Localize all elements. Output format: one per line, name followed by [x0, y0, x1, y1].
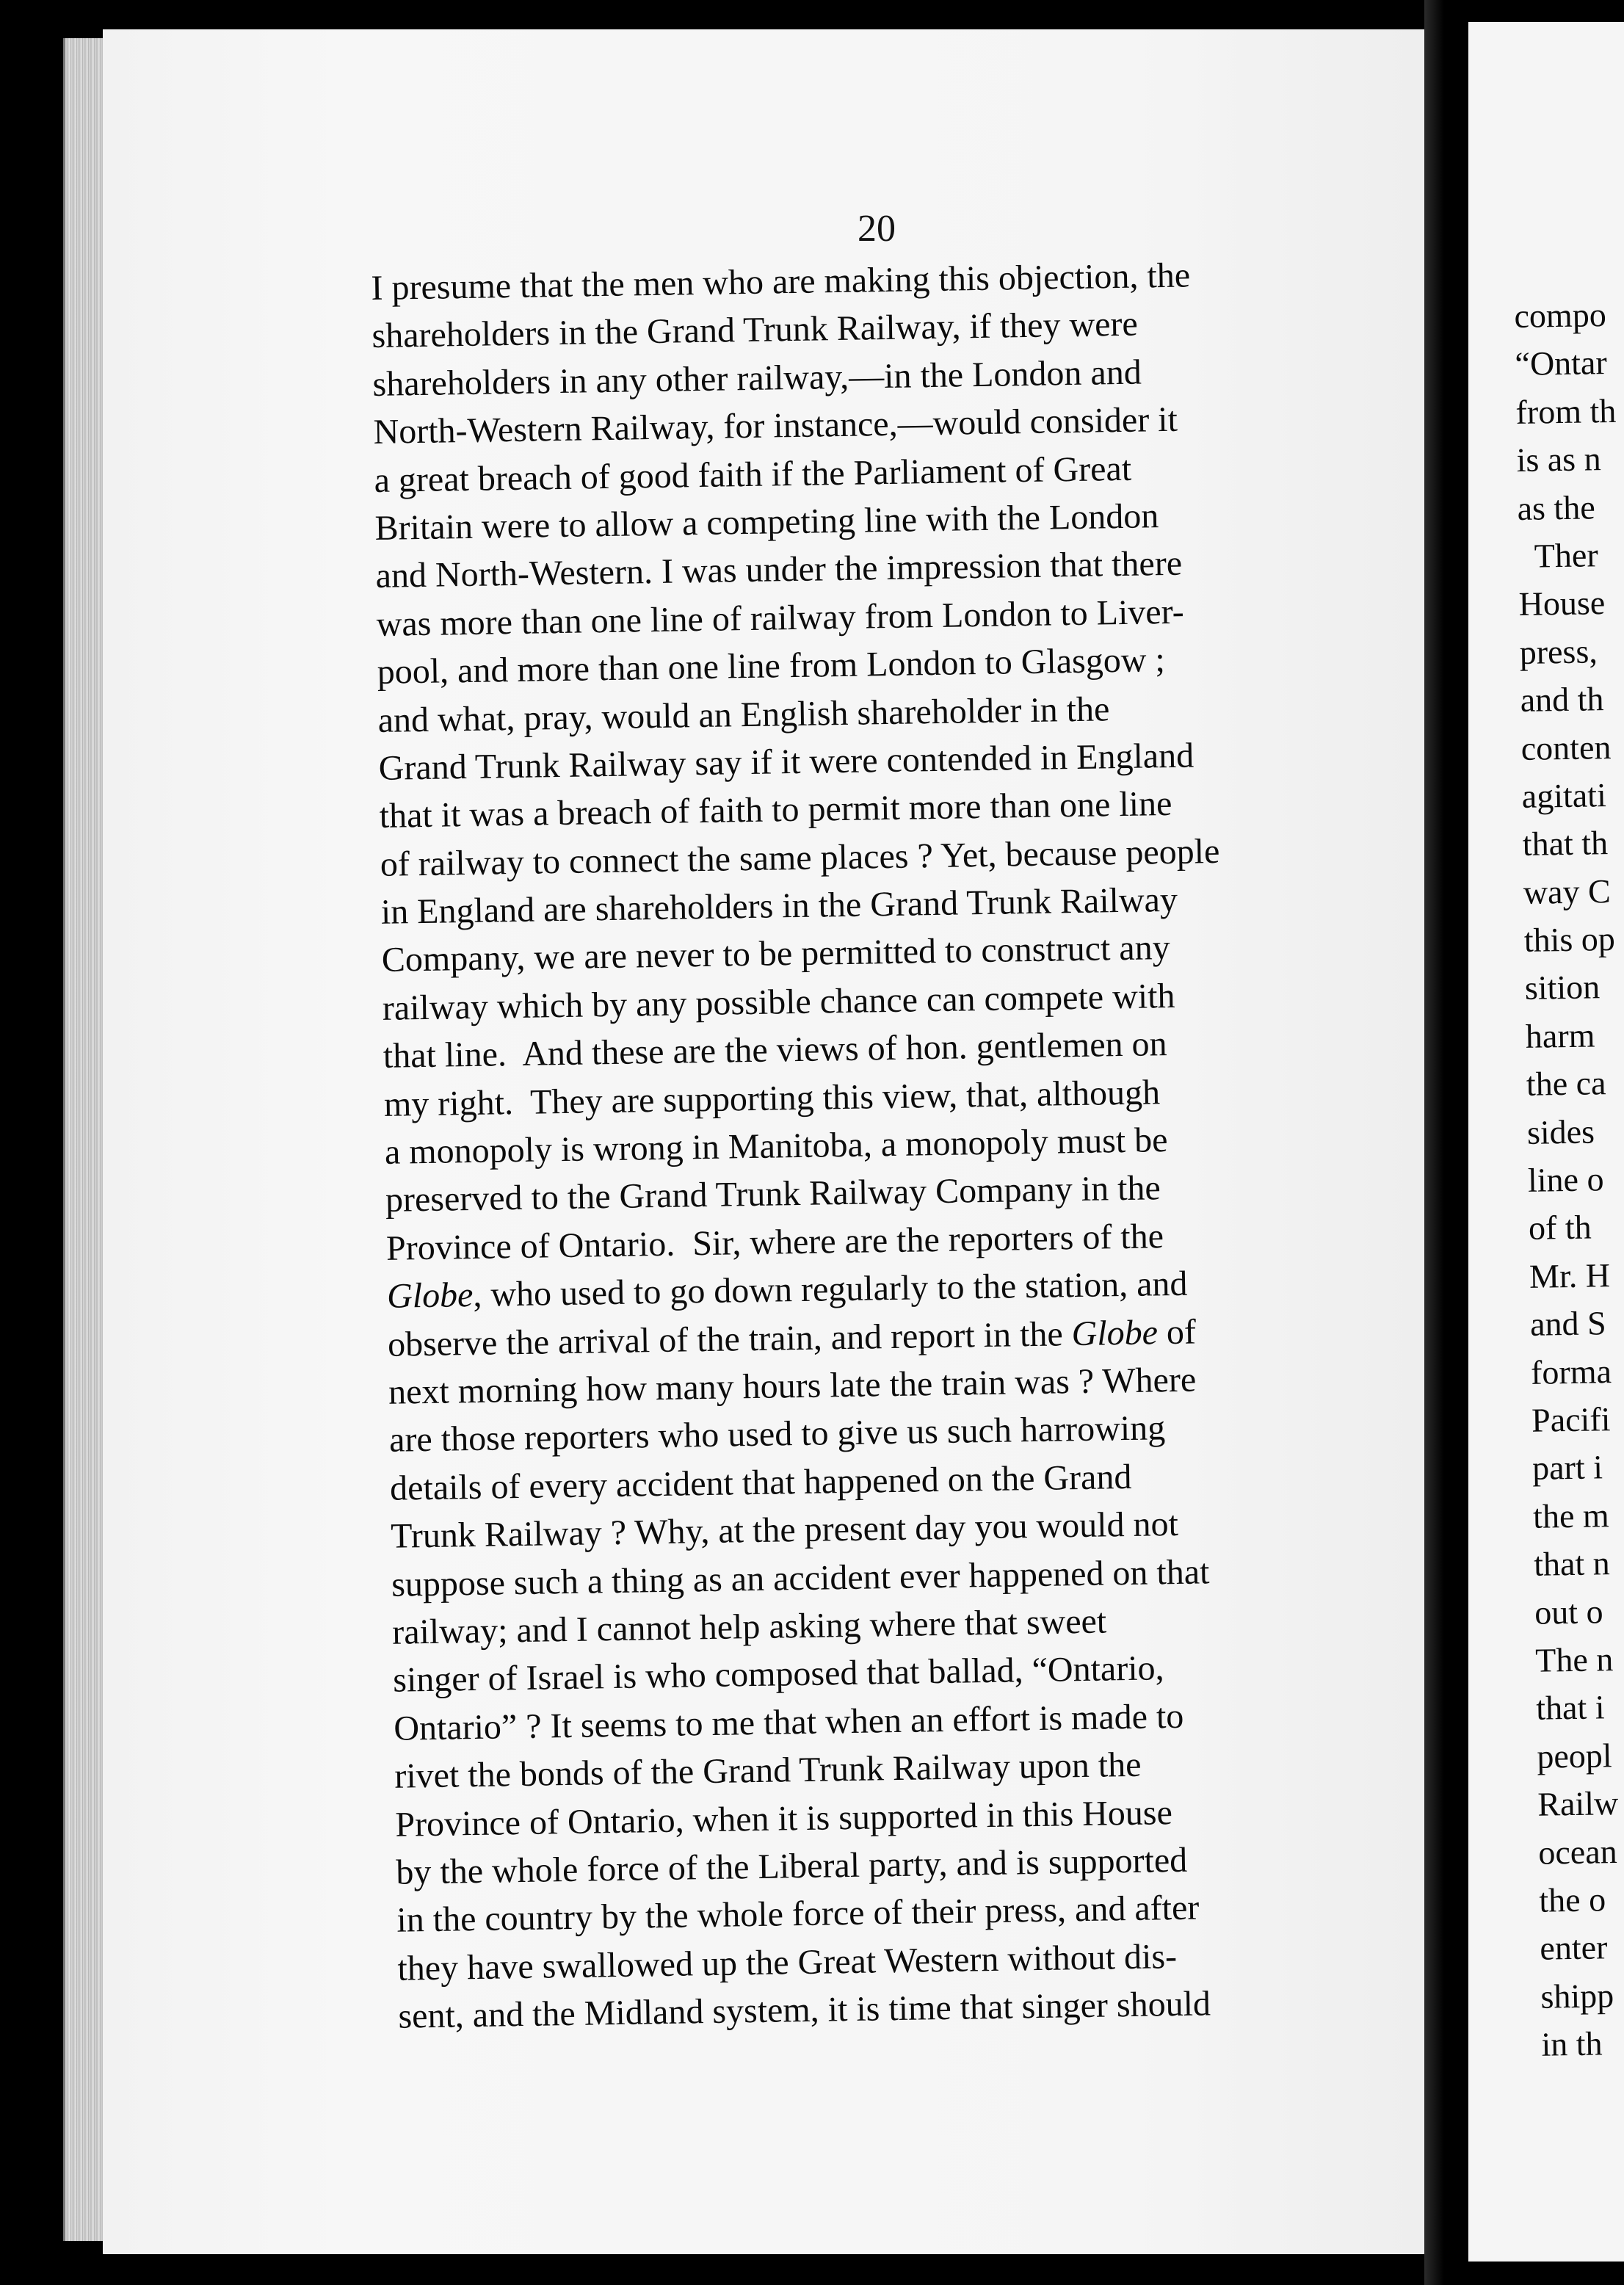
text-line: conten [1520, 728, 1612, 767]
text-line: as the [1517, 488, 1596, 527]
text-line: House [1518, 584, 1606, 623]
text-line: a monopoly is wrong in Manitoba, a monopoly must be [384, 1120, 1168, 1172]
text-line: Railw [1537, 1784, 1619, 1823]
text-line: and S [1529, 1304, 1606, 1344]
text-span: , who used to go down regularly to the station, and [472, 1264, 1188, 1315]
text-line: my right. They are supporting this view, that, although [383, 1072, 1161, 1124]
text-line: and th [1520, 680, 1604, 720]
text-span: observe the arrival of the train, and report in the [387, 1314, 1073, 1364]
text-line: press, [1519, 632, 1598, 671]
text-line: that th [1522, 824, 1609, 863]
text-line: preserved to the Grand Trunk Railway Company in the [385, 1168, 1161, 1220]
text-line: the o [1539, 1880, 1606, 1919]
text-line: suppose such a thing as an accident ever happened on that [391, 1551, 1210, 1604]
text-line: harm [1525, 1016, 1595, 1055]
text-line: a great breach of good faith if the Parliament of Great [374, 449, 1132, 500]
right-page-text [1514, 291, 1624, 2068]
text-line: and North-Western. I was under the impression that there [375, 544, 1183, 596]
text-line: of th [1528, 1208, 1592, 1247]
text-line: part i [1531, 1448, 1603, 1488]
left-page-text [371, 247, 1456, 2040]
text-line: shareholders in any other railway,—in the London and [372, 352, 1142, 404]
text-line: this op [1523, 920, 1616, 959]
text-line: compo [1514, 296, 1607, 335]
text-line: forma [1530, 1352, 1612, 1391]
text-line: ocean [1537, 1832, 1618, 1872]
text-line: sides [1526, 1112, 1595, 1151]
text-line: railway; and I cannot help asking where that sweet [391, 1601, 1107, 1652]
text-line: that i [1535, 1688, 1605, 1728]
text-line: the ca [1526, 1064, 1606, 1104]
text-line: Province of Ontario. Sir, where are the reporters of the [385, 1217, 1164, 1268]
text-line: enter [1540, 1928, 1608, 1967]
text-line: that line. And these are the views of hon. gentlemen on [383, 1024, 1167, 1076]
text-line: shareholders in the Grand Trunk Railway, if they were [371, 304, 1139, 356]
text-line: next morning how many hours late the train was ? Where [388, 1360, 1197, 1412]
text-line: rivet the bonds of the Grand Trunk Railway upon the [394, 1745, 1142, 1796]
text-line: Britain were to allow a competing line with the London [374, 496, 1159, 548]
text-line: that n [1533, 1544, 1611, 1583]
text-line: Pacifi [1531, 1400, 1611, 1439]
text-line: Province of Ontario, when it is supported in this House [394, 1792, 1173, 1844]
text-line: Trunk Railway ? Why, at the present day you would not [390, 1504, 1179, 1556]
text-line: Ontario” ? It seems to me that when an effort is made to [393, 1696, 1184, 1748]
text-line: details of every accident that happened on the Grand [389, 1457, 1132, 1508]
text-line: in the country by the whole force of their press, and after [396, 1888, 1200, 1940]
text-line: Company, we are never to be permitted to construct any [381, 928, 1171, 980]
text-line: are those reporters who used to give us such harrowing [388, 1408, 1166, 1460]
text-line: “Ontar [1515, 344, 1608, 383]
text-line: pool, and more than one line from London to Glasgow ; [377, 640, 1166, 692]
text-span: of [1157, 1312, 1197, 1352]
italic-globe: Globe [386, 1275, 474, 1317]
text-line: of railway to connect the same places ? Yet, because people [380, 831, 1220, 884]
text-line: The n [1534, 1640, 1614, 1679]
text-line: sition [1524, 968, 1601, 1007]
text-line: by the whole force of the Liberal party, and is supported [395, 1840, 1188, 1892]
page-number: 20 [858, 208, 896, 250]
text-line: they have swallowed up the Great Western without dis- [397, 1936, 1178, 1988]
text-line: Ther [1518, 536, 1599, 575]
italic-globe: Globe [1071, 1312, 1159, 1353]
text-line: in England are shareholders in the Grand Trunk Railway [380, 880, 1178, 932]
text-line: in th [1541, 2024, 1603, 2063]
text-line: Mr. H [1529, 1256, 1611, 1295]
text-line: peopl [1536, 1736, 1612, 1775]
text-line: the m [1532, 1496, 1610, 1535]
text-line: North-Western Railway, for instance,—would consider it [373, 399, 1178, 452]
text-line: I presume that the men who are making this objection, the [371, 256, 1191, 308]
text-line: way C [1523, 872, 1612, 911]
text-line: singer of Israel is who composed that ballad, “Ontario, [392, 1648, 1164, 1701]
text-line: Grand Trunk Railway say if it were contended in England [378, 736, 1195, 788]
text-line: shipp [1540, 1976, 1614, 2016]
text-line: and what, pray, would an English shareholder in the [377, 689, 1110, 740]
text-line: from th [1515, 391, 1617, 431]
text-line: railway which by any possible chance can compete with [382, 976, 1175, 1028]
text-line: was more than one line of railway from London to Liver- [376, 592, 1185, 644]
text-line: agitati [1521, 776, 1607, 815]
text-line: line o [1527, 1160, 1604, 1199]
text-line: is as n [1516, 440, 1601, 479]
text-line: that it was a breach of faith to permit more than one line [379, 784, 1172, 836]
text-line: out o [1534, 1592, 1603, 1632]
text-line: sent, and the Midland system, it is time that singer should [398, 1984, 1211, 2036]
right-page [1468, 22, 1624, 2262]
